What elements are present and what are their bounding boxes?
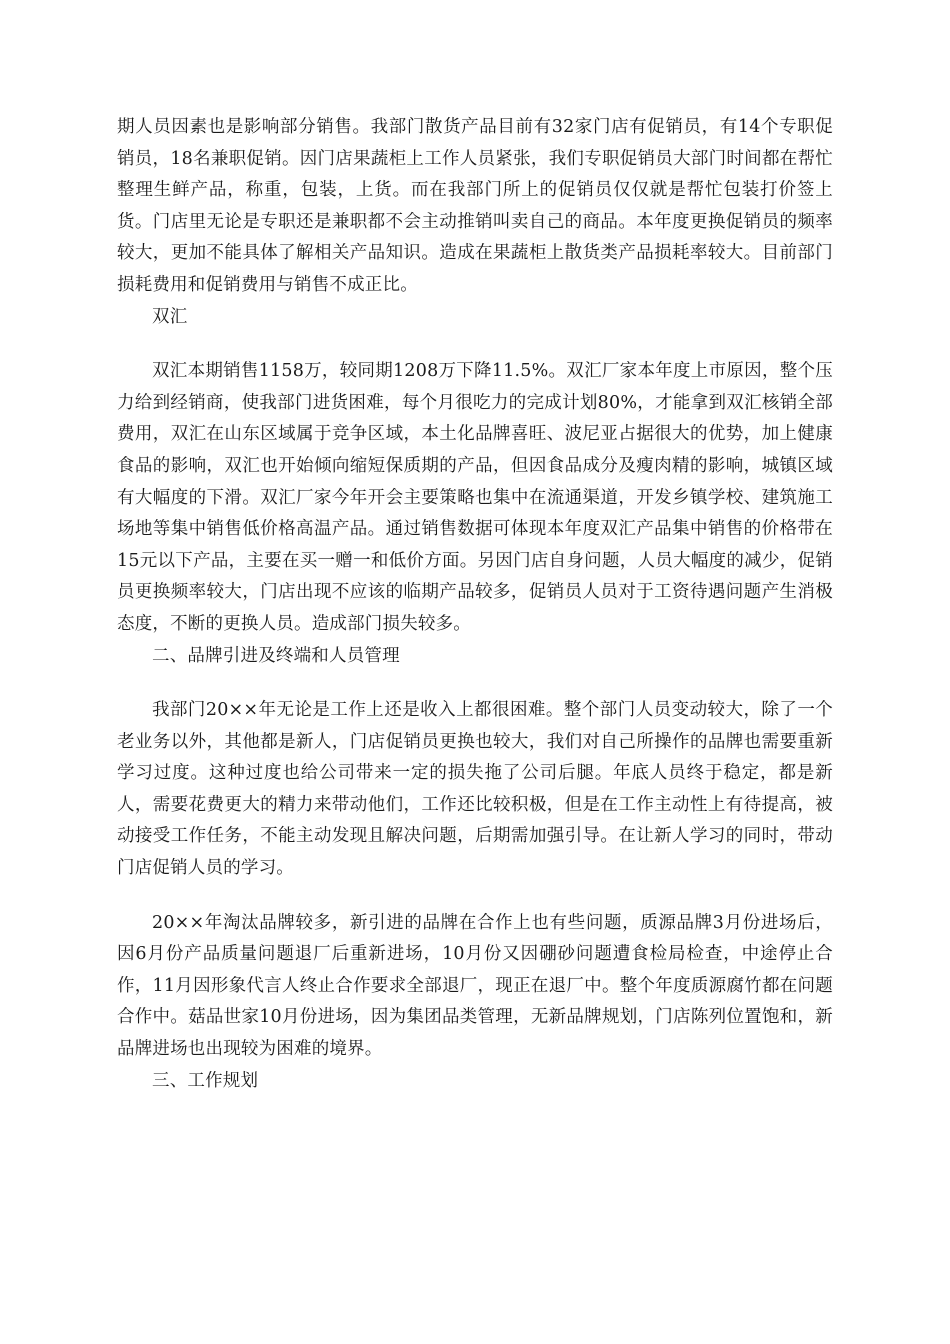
document-body: [117, 112, 833, 1097]
heading-shuanghui: 双汇: [152, 306, 188, 327]
heading-brand-management: 二、品牌引进及终端和人员管理: [152, 645, 400, 666]
heading-work-plan: 三、工作规划: [152, 1070, 259, 1091]
paragraph-staff-management: 我部门20××年无论是工作上还是收入上都很困难。整个部门人员变动较大，除了一个老业务以外，其他都是新人，门店促销员更换也较大，我们对自己所操作的品牌也需要重新学习过度。这种过度也给公司带来一定的损失拖了公司后腿。年底人员终于稳定，都是新人，需要花费更大的精力来带动他们，工作还比较积极，但是在工作主动性上有待提高，被动接受工作任务，不能主动发现且解决问题，后期需加强引导。在让新人学习的同时，带动门店促销人员的学习。: [117, 700, 833, 879]
paragraph-brand-introduction: 20××年淘汰品牌较多，新引进的品牌在合作上也有些问题，质源品牌3月份进场后，因6月份产品质量问题退厂后重新进场，10月份又因硼砂问题遭食检局检查，中途停止合作，11月因形象代言人终止合作要求全部退厂，现正在退厂中。整个年度质源腐竹都在问题合作中。菇品世家10月份进场，因为集团品类管理，无新品牌规划，门店陈列位置饱和，新品牌进场也出现较为困难的境界。: [117, 912, 833, 1060]
paragraph-promoters: 期人员因素也是影响部分销售。我部门散货产品目前有32家门店有促销员，有14个专职促销员，18名兼职促销。因门店果蔬柜上工作人员紧张，我们专职促销员大部门时间都在帮忙整理生鲜产品，称重，包装，上货。而在我部门所上的促销员仅仅就是帮忙包装打价签上货。门店里无论是专职还是兼职都不会主动推销叫卖自己的商品。本年度更换促销员的频率较大，更加不能具体了解相关产品知识。造成在果蔬柜上散货类产品损耗率较大。目前部门损耗费用和促销费用与销售不成正比。: [117, 117, 833, 295]
paragraph-shuanghui-sales: 双汇本期销售1158万，较同期1208万下降11.5%。双汇厂家本年度上市原因，整个压力给到经销商，使我部门进货困难，每个月很吃力的完成计划80%，才能拿到双汇核销全部费用，双汇在山东区域属于竞争区域，本土化品牌喜旺、波尼亚占据很大的优势，加上健康食品的影响，双汇也开始倾向缩短保质期的产品，但因食品成分及瘦肉精的影响，城镇区域有大幅度的下滑。双汇厂家今年开会主要策略也集中在流通渠道，开发乡镇学校、建筑施工场地等集中销售低价格高温产品。通过销售数据可体现本年度双汇产品集中销售的价格带在15元以下产品，主要在买一赠一和低价方面。另因门店自身问题，人员大幅度的减少，促销员更换频率较大，门店出现不应该的临期产品较多，促销员人员对于工资待遇问题产生消极态度，不断的更换人员。造成部门损失较多。: [117, 361, 833, 634]
